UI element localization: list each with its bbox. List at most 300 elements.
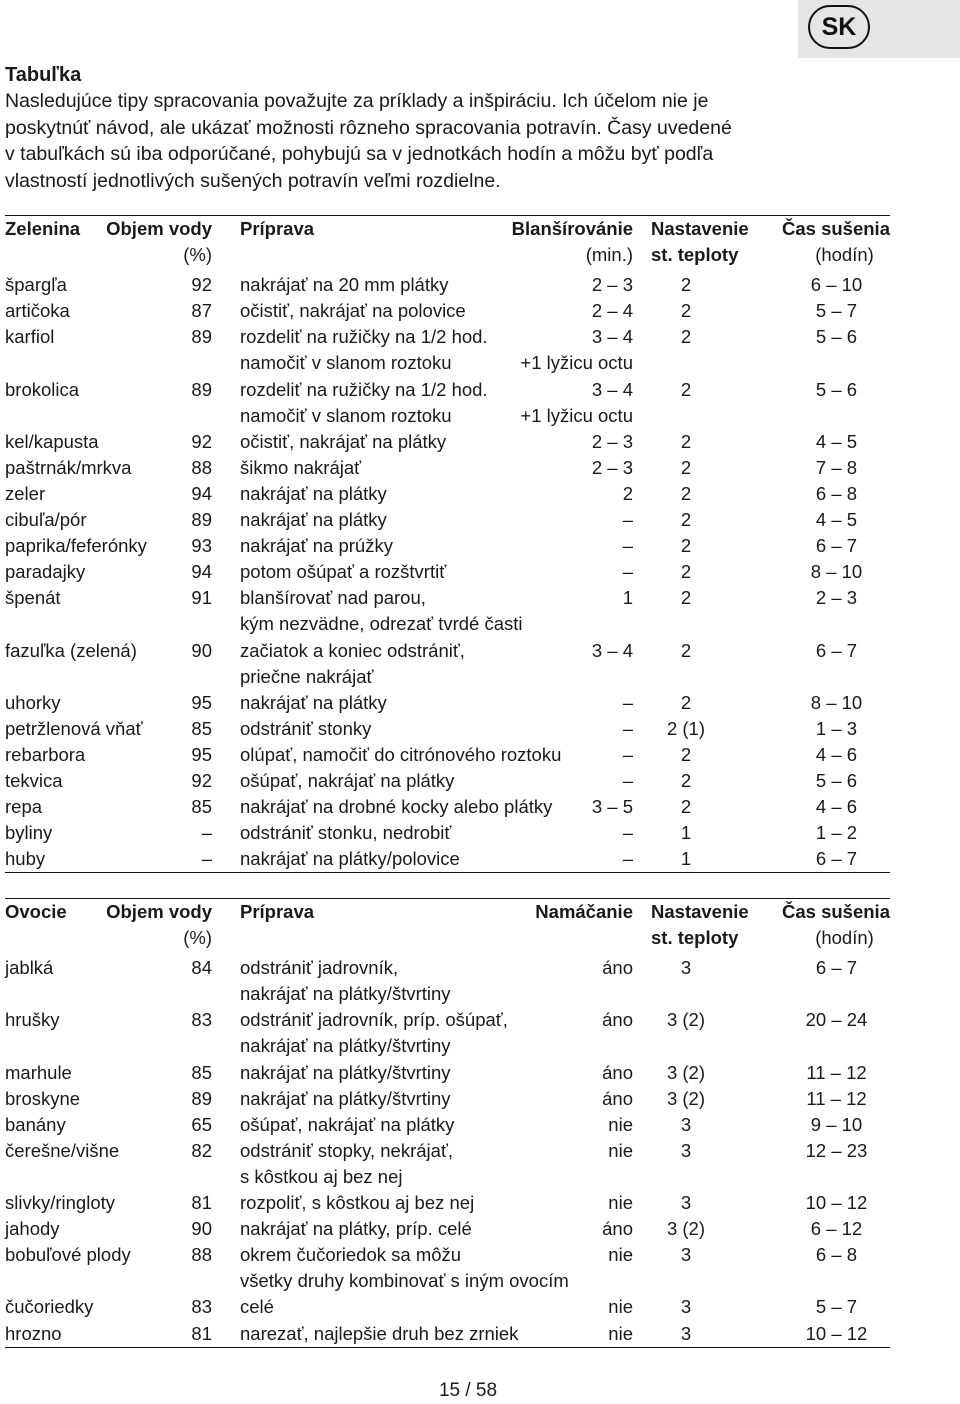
table-cell (97, 981, 212, 1007)
table-cell: očistiť, nakrájať na polovice (240, 300, 466, 322)
table-cell: 3 (680, 1192, 692, 1214)
table-cell: áno (602, 1087, 633, 1109)
table-cell: 6 – 7 (815, 957, 858, 979)
table-cell (97, 664, 212, 690)
table-cell: 85 (191, 1061, 212, 1083)
table-row (5, 1242, 890, 1268)
table-cell: 6 – 8 (815, 482, 858, 504)
table-row (5, 611, 890, 637)
table-cell: 2 (680, 743, 692, 765)
table-cell: petržlenová vňať (5, 717, 143, 739)
table-cell (633, 1164, 773, 1190)
table-row (5, 1321, 890, 1348)
table-cell: olúpať, namočiť do citrónového roztoku (240, 743, 562, 765)
table-row (5, 742, 890, 768)
table-row (5, 1294, 890, 1320)
header-cell: Namáčanie (535, 901, 633, 922)
table-cell: 6 – 7 (815, 639, 858, 661)
table-row (5, 1138, 890, 1164)
fruit-header-row (5, 899, 890, 926)
table-cell: 95 (191, 691, 212, 713)
subheader-cell: st. teploty (651, 927, 739, 949)
header-cell: Čas sušenia (782, 218, 890, 239)
table-row (5, 1112, 890, 1138)
table-cell: 65 (191, 1113, 212, 1135)
table-cell: huby (5, 848, 46, 870)
table-cell: 94 (191, 482, 212, 504)
table-cell: nie (608, 1113, 633, 1135)
table-cell: tekvica (5, 769, 63, 791)
table-cell: brokolica (5, 378, 80, 400)
table-cell: cibuľa/pór (5, 509, 87, 531)
table-cell: 81 (191, 1192, 212, 1214)
table-cell: 1 – 2 (815, 822, 858, 844)
table-cell: kým nezvädne, odrezať tvrdé časti (240, 613, 523, 635)
table-cell: 6 – 8 (815, 1244, 858, 1266)
table-cell: 2 (680, 274, 692, 296)
table-cell (633, 350, 773, 376)
table-cell: áno (602, 1218, 633, 1240)
table-cell: jahody (5, 1218, 60, 1240)
table-cell: potom ošúpať a rozštvrtiť (240, 561, 447, 583)
table-cell: 95 (191, 743, 212, 765)
table-cell: odstrániť stonku, nedrobiť (240, 822, 452, 844)
table-cell: paradajky (5, 561, 86, 583)
table-cell: 83 (191, 1009, 212, 1031)
table-cell: 3 (2) (666, 1009, 706, 1031)
header-cell: Príprava (240, 901, 315, 922)
table-cell: špargľa (5, 274, 67, 296)
table-cell: 89 (191, 1087, 212, 1109)
table-cell: nie (608, 1322, 633, 1344)
table-cell: – (622, 822, 633, 844)
language-badge: SK (808, 5, 870, 49)
subheader-cell: (min.) (585, 244, 633, 266)
table-row (5, 533, 890, 559)
table-row (5, 585, 890, 611)
table-cell: 83 (191, 1296, 212, 1318)
table-cell: kel/kapusta (5, 430, 99, 452)
table-row (5, 1033, 890, 1059)
table-cell: 85 (191, 717, 212, 739)
table-cell: – (622, 561, 633, 583)
vegetable-header-row (5, 216, 890, 243)
table-cell: artičoka (5, 300, 70, 322)
table-cell: áno (602, 1061, 633, 1083)
table-row (5, 1268, 890, 1294)
table-row (5, 377, 890, 403)
table-cell: nie (608, 1296, 633, 1318)
table-cell: čerešne/višne (5, 1139, 120, 1161)
table-cell (97, 403, 212, 429)
table-row (5, 350, 890, 376)
table-cell: 7 – 8 (815, 456, 858, 478)
table-cell: hrozno (5, 1322, 62, 1344)
fruit-subheader-row (5, 925, 890, 951)
table-cell: 2 – 3 (591, 274, 633, 296)
table-cell: 2 – 3 (591, 456, 633, 478)
table-cell: 94 (191, 561, 212, 583)
table-row (5, 1216, 890, 1242)
subheader-cell (5, 242, 97, 268)
table-cell: 92 (191, 430, 212, 452)
subheader-cell: (%) (183, 244, 212, 266)
table-cell: blanšírovať nad parou, (240, 587, 426, 609)
table-cell: 2 (680, 378, 692, 400)
table-cell: 2 (680, 535, 692, 557)
table-row (5, 507, 890, 533)
table-row (5, 981, 890, 1007)
table-cell (5, 1033, 97, 1059)
table-cell: 90 (191, 639, 212, 661)
table-cell: nakrájať na plátky (240, 691, 387, 713)
table-cell: 6 – 7 (815, 848, 858, 870)
table-cell: 4 – 5 (815, 430, 858, 452)
table-cell (97, 350, 212, 376)
table-cell: 20 – 24 (805, 1009, 868, 1031)
table-cell: 3 (680, 1322, 692, 1344)
table-row (5, 559, 890, 585)
table-cell: 10 – 12 (805, 1322, 868, 1344)
table-cell: 2 (680, 691, 692, 713)
table-cell: 11 – 12 (806, 1061, 867, 1083)
table-cell: 3 – 4 (591, 326, 633, 348)
table-cell (773, 350, 890, 376)
table-cell: 2 – 3 (591, 430, 633, 452)
table-cell: nakrájať na prúžky (240, 535, 393, 557)
table-cell: 89 (191, 509, 212, 531)
table-row (5, 298, 890, 324)
table-cell: fazuľka (zelená) (5, 639, 137, 661)
table-cell: 91 (191, 587, 212, 609)
table-cell (773, 981, 890, 1007)
table-cell: 2 (1) (666, 717, 706, 739)
table-cell: paštrnák/mrkva (5, 456, 132, 478)
table-cell: slivky/ringloty (5, 1192, 115, 1214)
table-cell: šikmo nakrájať (240, 456, 362, 478)
table-cell: 2 (680, 639, 692, 661)
table-cell: 87 (191, 300, 212, 322)
table-row (5, 846, 890, 873)
table-cell: 2 (680, 587, 692, 609)
fruit-table-body (5, 951, 890, 1347)
header-cell: Čas sušenia (782, 901, 890, 922)
vegetable-table-body (5, 268, 890, 873)
table-cell: začiatok a koniec odstrániť, (240, 639, 465, 661)
subheader-cell (212, 242, 470, 268)
table-cell: 3 (680, 1244, 692, 1266)
table-row (5, 481, 890, 507)
table-cell: broskyne (5, 1087, 81, 1109)
table-cell: repa (5, 796, 43, 818)
table-cell: 5 – 6 (815, 326, 858, 348)
table-cell: 8 – 10 (810, 691, 863, 713)
header-cell: Blanšírovánie (511, 218, 633, 239)
table-cell: – (622, 535, 633, 557)
table-cell: okrem čučoriedok sa môžu (240, 1244, 462, 1266)
table-cell (773, 664, 890, 690)
table-cell: 3 – 4 (591, 639, 633, 661)
table-cell: karfiol (5, 326, 55, 348)
table-cell: 88 (191, 1244, 212, 1266)
table-cell: odstrániť stopky, nekrájať, (240, 1139, 454, 1161)
table-cell: ošúpať, nakrájať na plátky (240, 769, 455, 791)
table-cell (773, 611, 890, 637)
table-cell: zeler (5, 482, 46, 504)
intro-line: poskytnúť návod, ale ukázať možnosti rôzneho spracovania potravín. Časy uvedené (5, 116, 732, 139)
header-cell: Príprava (240, 218, 315, 239)
table-row (5, 794, 890, 820)
table-cell: rozdeliť na ružičky na 1/2 hod. (240, 378, 488, 400)
table-cell: 1 – 3 (815, 717, 858, 739)
table-row (5, 690, 890, 716)
table-cell (97, 611, 212, 637)
table-cell: 89 (191, 326, 212, 348)
table-cell: 92 (191, 769, 212, 791)
table-row (5, 455, 890, 481)
table-cell: 3 (680, 1113, 692, 1135)
table-cell: rebarbora (5, 743, 86, 765)
table-cell: 3 (2) (666, 1061, 706, 1083)
table-cell: ošúpať, nakrájať na plátky (240, 1113, 455, 1135)
header-cell: Nastavenie (651, 901, 749, 922)
table-cell: 85 (191, 796, 212, 818)
table-cell: 4 – 6 (815, 796, 858, 818)
table-cell: +1 lyžicu octu (520, 352, 633, 374)
table-cell: nakrájať na plátky (240, 509, 387, 531)
table-cell: 3 (680, 1139, 692, 1161)
table-cell: 2 (680, 769, 692, 791)
table-cell: hrušky (5, 1009, 60, 1031)
table-cell: 4 – 5 (815, 509, 858, 531)
table-cell: čučoriedky (5, 1296, 94, 1318)
table-cell: 11 – 12 (806, 1087, 867, 1109)
table-cell: 82 (191, 1139, 212, 1161)
table-row (5, 716, 890, 742)
table-cell: 3 – 4 (591, 378, 633, 400)
table-row (5, 768, 890, 794)
table-cell: 5 – 6 (815, 378, 858, 400)
fruit-table (5, 898, 890, 1348)
table-cell: celé (240, 1296, 274, 1318)
page-title: Tabuľka (5, 64, 82, 86)
table-cell: nakrájať na drobné kocky alebo plátky (240, 796, 553, 818)
table-cell (773, 1033, 890, 1059)
table-cell: 2 (622, 482, 633, 504)
header-cell: Nastavenie (651, 218, 749, 239)
table-cell: namočiť v slanom roztoku (240, 352, 452, 374)
table-cell: 2 (680, 796, 692, 818)
table-cell: 1 (680, 848, 692, 870)
table-row (5, 664, 890, 690)
table-cell (5, 981, 97, 1007)
table-cell: 81 (191, 1322, 212, 1344)
table-row (5, 429, 890, 455)
table-cell: 5 – 7 (815, 300, 858, 322)
table-cell: 89 (191, 378, 212, 400)
table-cell: – (622, 769, 633, 791)
table-cell: nakrájať na plátky, príp. celé (240, 1218, 472, 1240)
table-cell: – (201, 822, 212, 844)
table-cell: 88 (191, 456, 212, 478)
table-cell: odstrániť jadrovník, (240, 957, 399, 979)
header-cell: Zelenina (5, 218, 81, 239)
table-cell: 1 (680, 822, 692, 844)
table-cell: 2 (680, 300, 692, 322)
table-cell: narezať, najlepšie druh bez zrniek (240, 1322, 519, 1344)
table-row (5, 951, 890, 981)
table-cell: rozpoliť, s kôstkou aj bez nej (240, 1192, 475, 1214)
table-cell: nakrájať na plátky/štvrtiny (240, 983, 451, 1005)
table-cell (633, 403, 773, 429)
table-cell (773, 1268, 890, 1294)
table-cell: – (201, 848, 212, 870)
table-cell: 2 (680, 509, 692, 531)
table-cell (5, 611, 97, 637)
table-row (5, 268, 890, 298)
table-cell: 2 (680, 561, 692, 583)
table-cell: špenát (5, 587, 61, 609)
table-cell: 3 – 5 (591, 796, 633, 818)
subheader-cell: st. teploty (651, 244, 739, 266)
vegetable-table (5, 215, 890, 873)
subheader-cell (5, 925, 97, 951)
table-cell (5, 403, 97, 429)
table-cell: 2 (680, 430, 692, 452)
table-row (5, 820, 890, 846)
table-cell (97, 1268, 212, 1294)
table-cell: uhorky (5, 691, 61, 713)
table-cell: áno (602, 957, 633, 979)
table-row (5, 403, 890, 429)
table-cell: 8 – 10 (810, 561, 863, 583)
table-cell: 3 (680, 1296, 692, 1318)
table-cell: 2 – 3 (815, 587, 858, 609)
table-cell: 2 – 4 (591, 300, 633, 322)
table-cell: – (622, 509, 633, 531)
table-cell: +1 lyžicu octu (520, 404, 633, 426)
table-cell: 6 – 12 (810, 1218, 863, 1240)
table-row (5, 324, 890, 350)
table-cell: 92 (191, 274, 212, 296)
table-cell: všetky druhy kombinovať s iným ovocím (240, 1270, 569, 1292)
table-cell: 1 (622, 587, 633, 609)
subheader-cell: (%) (183, 927, 212, 949)
table-cell (5, 350, 97, 376)
table-cell: paprika/feferónky (5, 535, 147, 557)
table-cell: nie (608, 1244, 633, 1266)
table-cell: nakrájať na plátky/štvrtiny (240, 1061, 451, 1083)
table-cell: namočiť v slanom roztoku (240, 404, 452, 426)
table-cell: 3 (680, 957, 692, 979)
table-cell (5, 1164, 97, 1190)
table-row (5, 1190, 890, 1216)
table-cell (470, 981, 633, 1007)
table-cell: 6 – 10 (810, 274, 863, 296)
intro-line: vlastností jednotlivých sušených potravín veľmi rozdielne. (5, 169, 501, 192)
table-row (5, 1007, 890, 1033)
table-cell (5, 1268, 97, 1294)
table-cell: jablká (5, 957, 54, 979)
table-cell: 3 (2) (666, 1087, 706, 1109)
table-cell (633, 611, 773, 637)
table-cell: áno (602, 1009, 633, 1031)
header-cell: Objem vody (106, 218, 212, 239)
table-cell: nakrájať na plátky/polovice (240, 848, 460, 870)
table-cell (470, 1164, 633, 1190)
intro-text (5, 88, 895, 194)
subheader-cell (470, 925, 633, 951)
vegetable-subheader-row (5, 242, 890, 268)
table-row (5, 1086, 890, 1112)
table-cell: marhule (5, 1061, 72, 1083)
table-cell (633, 664, 773, 690)
table-cell: 84 (191, 957, 212, 979)
table-cell: 5 – 7 (815, 1296, 858, 1318)
table-cell: – (622, 691, 633, 713)
table-cell (97, 1033, 212, 1059)
table-cell (633, 981, 773, 1007)
table-cell: nakrájať na plátky (240, 482, 387, 504)
table-row (5, 638, 890, 664)
table-cell: s kôstkou aj bez nej (240, 1165, 403, 1187)
table-cell: – (622, 717, 633, 739)
subheader-cell: (hodín) (815, 244, 874, 266)
table-cell: 5 – 6 (815, 769, 858, 791)
table-cell: odstrániť jadrovník, príp. ošúpať, (240, 1009, 508, 1031)
header-cell: Objem vody (106, 901, 212, 922)
table-cell: banány (5, 1113, 66, 1135)
table-cell (633, 1268, 773, 1294)
table-cell (773, 403, 890, 429)
table-row (5, 1060, 890, 1086)
table-cell: odstrániť stonky (240, 717, 372, 739)
content (5, 62, 895, 873)
subheader-cell (212, 925, 470, 951)
intro-line: v tabuľkách sú iba odporúčané, pohybujú sa v jednotkách hodín a môžu byť podľa (5, 143, 714, 165)
table-cell: 3 (2) (666, 1218, 706, 1240)
table-cell (5, 664, 97, 690)
page-header (0, 0, 960, 60)
table-cell: 4 – 6 (815, 743, 858, 765)
table-cell: rozdeliť na ružičky na 1/2 hod. (240, 326, 488, 348)
table-cell: nakrájať na 20 mm plátky (240, 274, 449, 296)
table-cell: očistiť, nakrájať na plátky (240, 430, 447, 452)
table-cell: 6 – 7 (815, 535, 858, 557)
table-cell: – (622, 848, 633, 870)
table-cell: nie (608, 1192, 633, 1214)
table-cell: 93 (191, 535, 212, 557)
table-cell: 2 (680, 326, 692, 348)
table-cell: priečne nakrájať (240, 665, 374, 687)
subheader-cell: (hodín) (815, 927, 874, 949)
page-number: 15 / 58 (438, 1380, 498, 1401)
intro-line: Nasledujúce tipy spracovania považujte za príklady a inšpiráciu. Ich účelom nie je (5, 90, 709, 112)
table-cell: nakrájať na plátky/štvrtiny (240, 1087, 451, 1109)
table-cell: 9 – 10 (810, 1113, 863, 1135)
table-cell: – (622, 743, 633, 765)
table-cell: 2 (680, 482, 692, 504)
header-cell: Ovocie (5, 901, 67, 922)
table-cell: 12 – 23 (805, 1139, 868, 1161)
table-cell (773, 1164, 890, 1190)
table-cell (97, 1164, 212, 1190)
table-cell: 90 (191, 1218, 212, 1240)
table-cell: 10 – 12 (805, 1192, 868, 1214)
table-row (5, 1164, 890, 1190)
table-cell: bobuľové plody (5, 1244, 131, 1266)
table-cell: nie (608, 1139, 633, 1161)
